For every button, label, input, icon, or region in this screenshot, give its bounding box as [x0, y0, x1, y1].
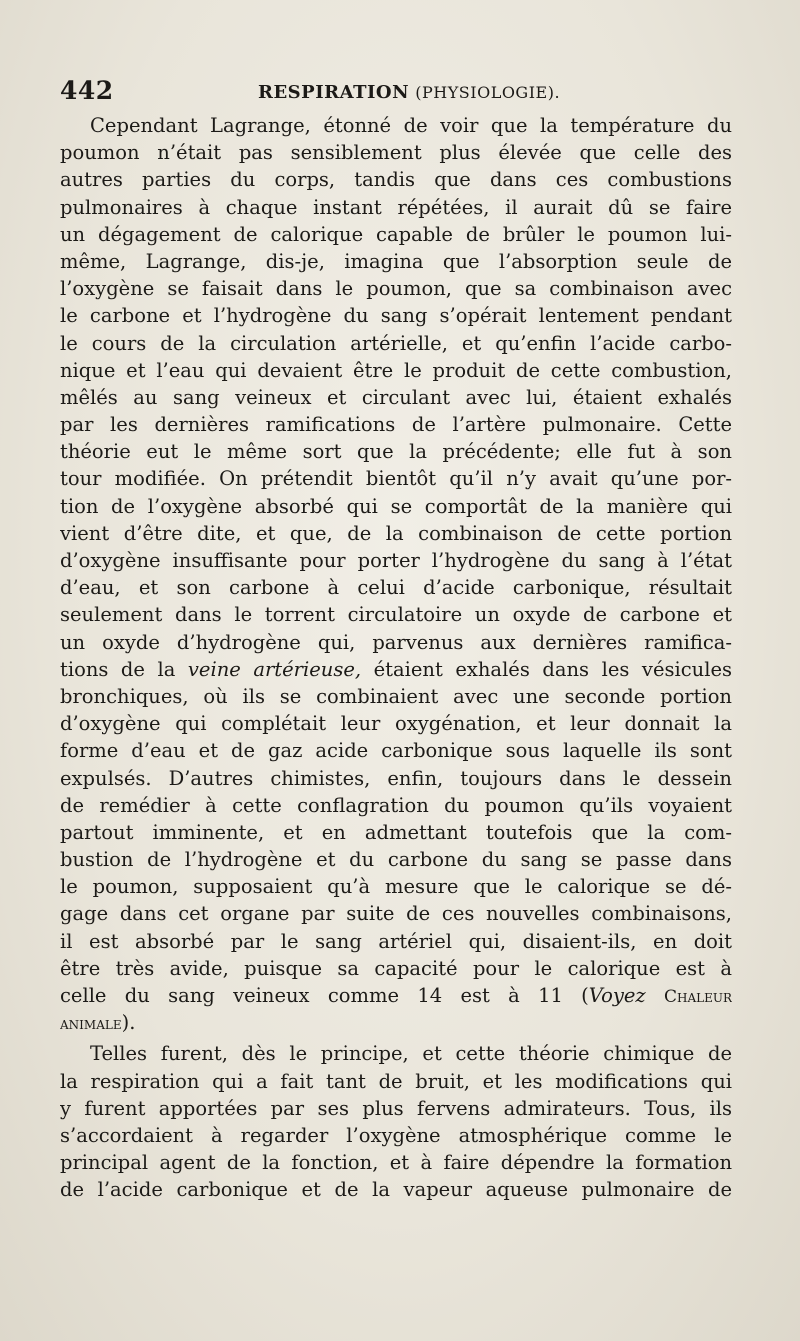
text-line: principal agent de la fonction, et à faire dépendre la formation	[60, 1151, 732, 1175]
text-line: tour modifiée. On prétendit bientôt qu’il n’y avait qu’une por-	[60, 467, 732, 491]
page-number: 442	[60, 76, 114, 105]
text-line-veine	[60, 656, 732, 683]
text-line: la respiration qui a fait tant de bruit, et les modifications qui	[60, 1069, 732, 1093]
text-line: par les dernières ramifications de l’artère pulmonaire. Cette	[60, 413, 732, 437]
text-line: seulement dans le torrent circulatoire un oxyde de carbone et	[60, 603, 732, 627]
text-line: forme d’eau et de gaz acide carbonique sous laquelle ils sont	[60, 739, 732, 763]
text-line: y furent apportées par ses plus fervens admirateurs. Tous, ils	[60, 1096, 732, 1120]
paragraph-2	[60, 1040, 732, 1203]
text-fragment: ).	[121, 1011, 136, 1035]
text-line: partout imminente, et en admettant toutefois que la com-	[60, 820, 732, 844]
running-head-title: RESPIRATION	[258, 82, 410, 103]
text-line: nique et l’eau qui devaient être le produit de cette combustion,	[60, 358, 732, 382]
text-line: Telles furent, dès le principe, et cette théorie chimique de	[90, 1042, 732, 1066]
text-line: le cours de la circulation artérielle, et qu’enfin l’acide carbo-	[60, 331, 732, 355]
text-line: tion de l’oxygène absorbé qui se comportât de la manière qui	[60, 494, 732, 518]
text-line: vient d’être dite, et que, de la combinaison de cette portion	[60, 521, 732, 545]
text-line: d’oxygène qui complétait leur oxygénation, et leur donnait la	[60, 712, 732, 736]
text-line: d’oxygène insuffisante pour porter l’hydrogène du sang à l’état	[60, 549, 732, 572]
text-line: être très avide, puisque sa capacité pour le calorique est à	[60, 956, 732, 980]
running-head-subtitle: (PHYSIOLOGIE).	[415, 83, 561, 102]
text-line: de l’acide carbonique et de la vapeur aqueuse pulmonaire de	[60, 1178, 732, 1202]
text-line: bronchiques, où ils se combinaient avec une seconde portion	[60, 684, 732, 708]
cross-reference: Chaleur	[663, 987, 732, 1007]
text-line: le poumon, supposaient qu’à mesure que le calorique se dé-	[60, 875, 732, 899]
text-line: mêlés au sang veineux et circulant avec lui, étaient exhalés	[60, 385, 732, 409]
text-line: s’accordaient à regarder l’oxygène atmosphérique comme le	[60, 1123, 732, 1147]
text-line: autres parties du corps, tandis que dans ces combustions	[60, 168, 732, 192]
text-line: pulmonaires à chaque instant répétées, il aurait dû se faire	[60, 195, 732, 219]
text-line: le carbone et l’hydrogène du sang s’opérait lentement pendant	[60, 304, 732, 328]
italic-term: veine artérieuse,	[187, 657, 362, 681]
text-fragment: étaient exhalés dans les vésicules	[373, 657, 732, 681]
text-line: il est absorbé par le sang artériel qui, disaient-ils, en doit	[60, 929, 732, 953]
text-line: Cependant Lagrange, étonné de voir que la température du	[90, 114, 732, 137]
text-line: un oxyde d’hydrogène qui, parvenus aux dernières ramifica-	[60, 630, 732, 654]
text-line: de remédier à cette conflagration du poumon qu’ils voyaient	[60, 793, 732, 817]
text-line: poumon n’était pas sensiblement plus élevée que celle des	[60, 141, 732, 165]
text-line: même, Lagrange, dis-je, imagina que l’absorption seule de	[60, 249, 732, 273]
text-line: bustion de l’hydrogène et du carbone du sang se passe dans	[60, 848, 732, 872]
body-text	[60, 112, 732, 1204]
page-header	[60, 76, 730, 110]
italic-reference: Voyez	[588, 984, 646, 1007]
text-line: un dégagement de calorique capable de brûler le poumon lui-	[60, 222, 732, 246]
running-head	[258, 82, 560, 103]
cross-reference: animale	[60, 1014, 122, 1035]
text-line: l’oxygène se faisait dans le poumon, que sa combinaison avec	[60, 277, 732, 301]
text-line: expulsés. D’autres chimistes, enfin, toujours dans le dessein	[60, 766, 732, 790]
text-line: d’eau, et son carbone à celui d’acide carbonique, résultait	[60, 576, 732, 600]
text-line: gage dans cet organe par suite de ces nouvelles combinaisons,	[60, 902, 732, 926]
text-line: théorie eut le même sort que la précédente; elle fut à son	[60, 440, 732, 464]
text-line-animale	[60, 1009, 732, 1036]
text-fragment: celle du sang veineux comme 14 est à 11 (	[60, 984, 589, 1007]
text-line-voyez	[60, 982, 732, 1009]
text-fragment: tions de la	[60, 657, 176, 681]
